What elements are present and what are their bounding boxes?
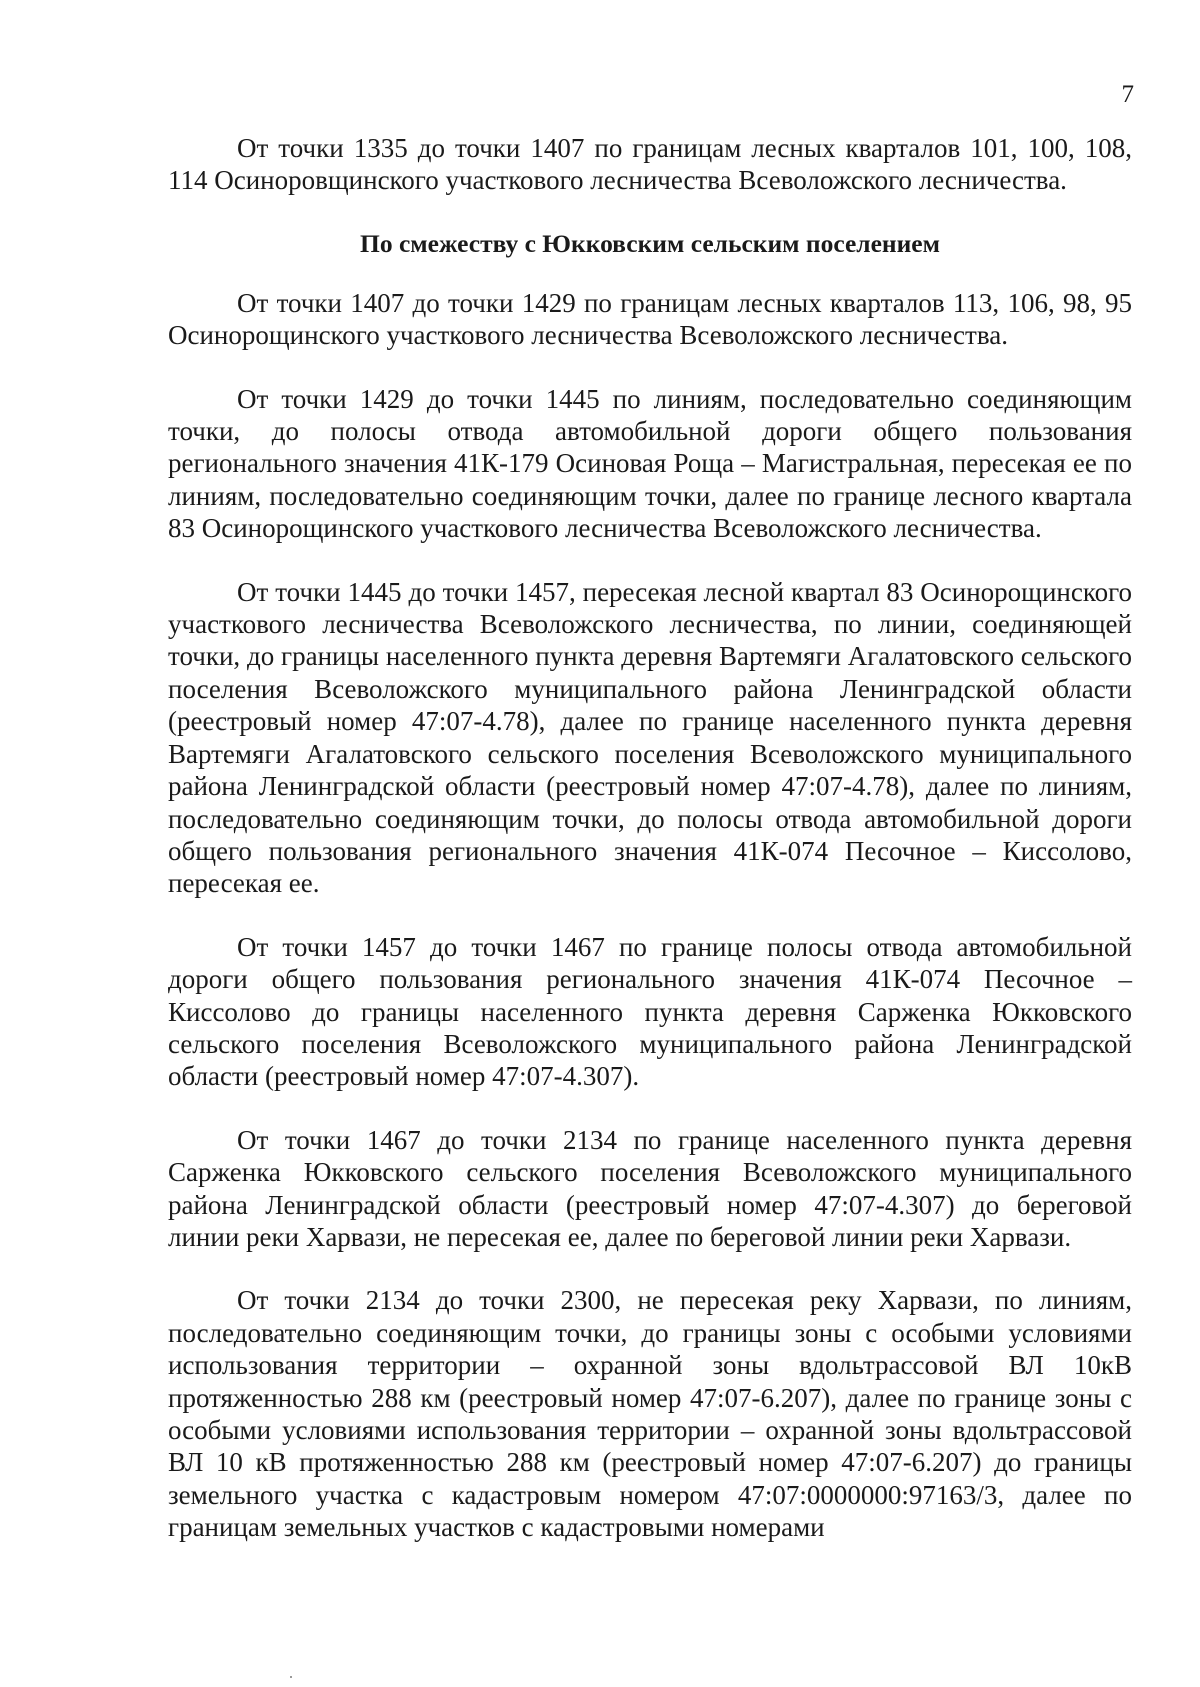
section-heading: По смежеству с Юкковским сельским поселением	[360, 228, 940, 258]
paragraph-1: От точки 1407 до точки 1429 по границам лесных кварталов 113, 106, 98, 95 Осинорощинского участкового лесничества Всеволожского лесничества.	[168, 287, 1132, 351]
document-body	[168, 132, 1132, 1575]
paragraph-4: От точки 1457 до точки 1467 по границе полосы отвода автомобильной дороги общего пользования регионального значения 41К-074 Песочное – Киссолово до границы населенного пункта деревня Сарженка Юкковского сельского поселения Всеволожского муниципального района Ленинградской области (реестровый номер 47:07-4.307).	[168, 931, 1132, 1092]
paragraph-2: От точки 1429 до точки 1445 по линиям, последовательно соединяющим точки, до полосы отвода автомобильной дороги общего пользования регионального значения 41К-179 Осиновая Роща – Магистральная, пересекая ее по линиям, последовательно соединяющим точки, далее по границе лесного квартала 83 Осинорощинского участкового лесничества Всеволожского лесничества.	[168, 383, 1132, 544]
paragraph-6: От точки 2134 до точки 2300, не пересекая реку Харвази, по линиям, последовательно соединяющим точки, до границы зоны с особыми условиями использования территории – охранной зоны вдольтрассовой ВЛ 10кВ протяженностью 288 км (реестровый номер 47:07-6.207), далее по границе зоны с особыми условиями использования территории – охранной зоны вдольтрассовой ВЛ 10 кВ протяженностью 288 км (реестровый номер 47:07-6.207) до границы земельного участка с кадастровым номером 47:07:0000000:97163/3, далее по границам земельных участков с кадастровыми номерами	[168, 1285, 1132, 1543]
paragraph-intro: От точки 1335 до точки 1407 по границам лесных кварталов 101, 100, 108, 114 Осиноровщинского участкового лесничества Всеволожского лесничества.	[168, 133, 1132, 196]
paragraph-5: От точки 1467 до точки 2134 по границе населенного пункта деревня Сарженка Юкковского сельского поселения Всеволожского муниципального района Ленинградской области (реестровый номер 47:07-4.307) до береговой линии реки Харвази, не пересекая ее, далее по береговой линии реки Харвази.	[168, 1124, 1132, 1252]
scan-artifact	[290, 1676, 292, 1678]
paragraph-3: От точки 1445 до точки 1457, пересекая лесной квартал 83 Осинорощинского участкового лесничества Всеволожского лесничества, по линии, соединяющей точки, до границы населенного пункта деревня Вартемяги Агалатовского сельского поселения Всеволожского муниципального района Ленинградской области (реестровый номер 47:07-4.78), далее по границе населенного пункта деревня Вартемяги Агалатовского сельского поселения Всеволожского муниципального района Ленинградской области (реестровый номер 47:07-4.78), далее по линиям, последовательно соединяющим точки, до полосы отвода автомобильной дороги общего пользования регионального значения 41К-074 Песочное – Киссолово, пересекая ее.	[168, 576, 1132, 899]
page-number: 7	[1121, 81, 1134, 108]
